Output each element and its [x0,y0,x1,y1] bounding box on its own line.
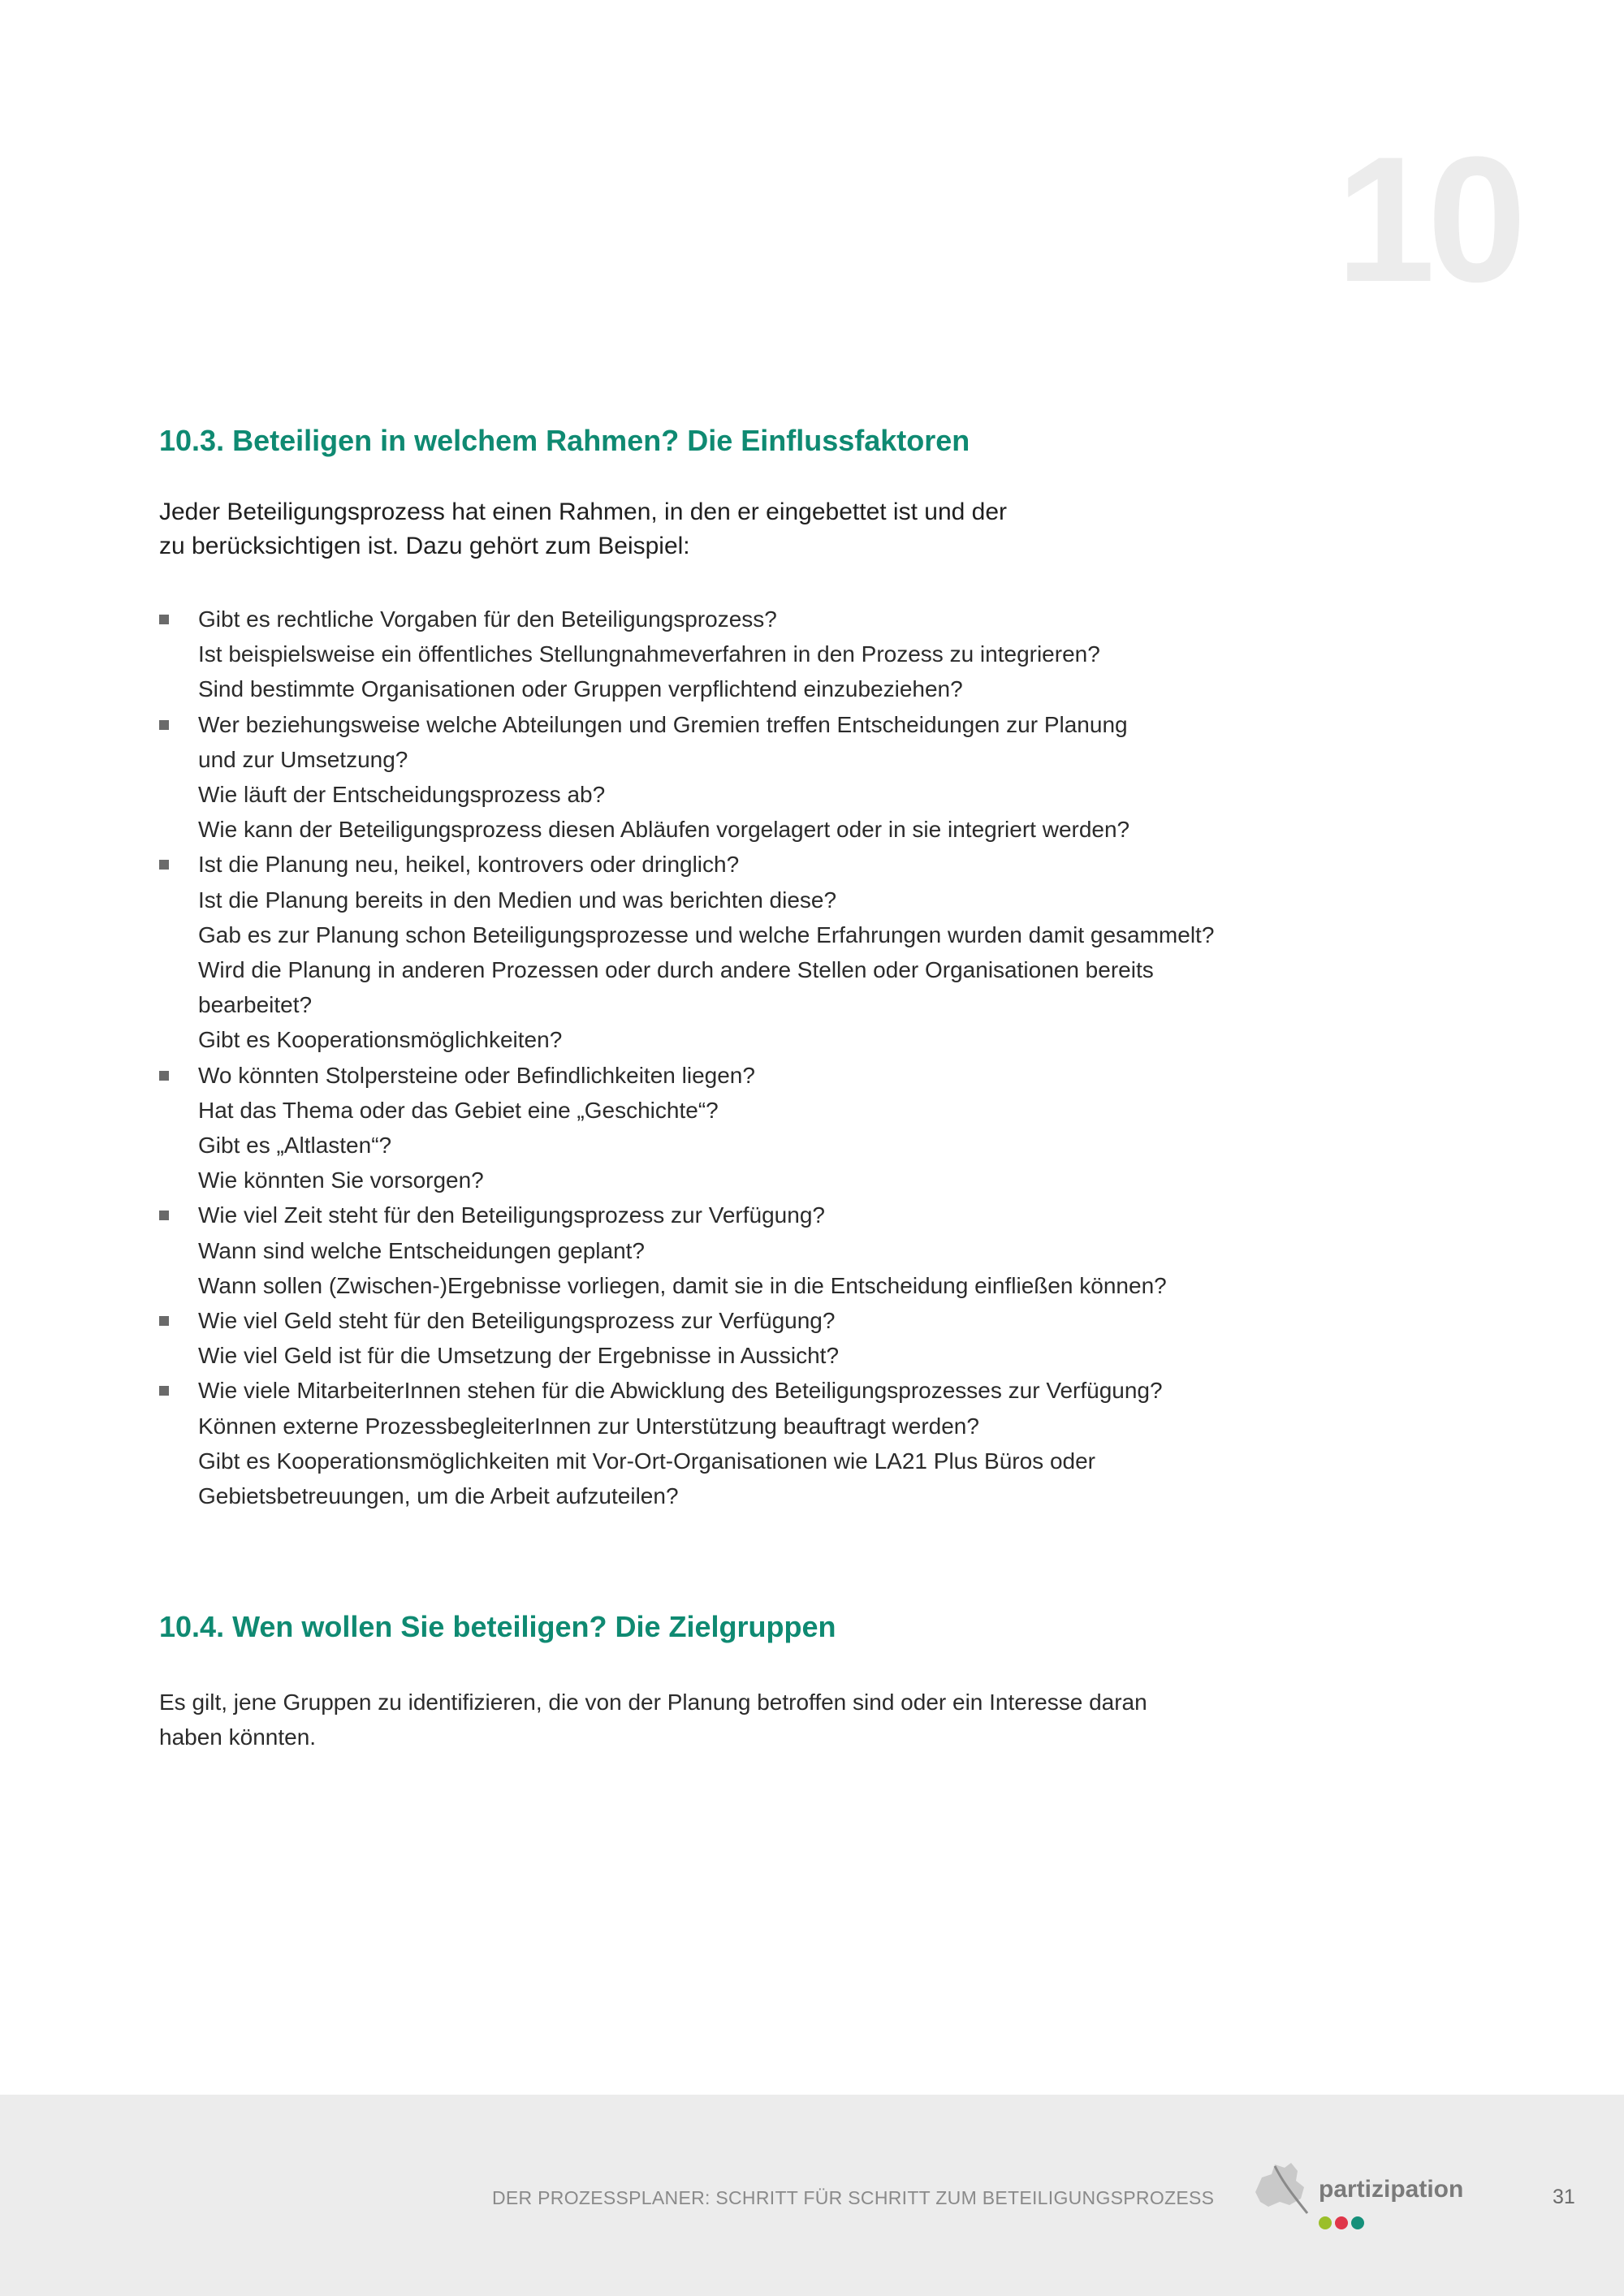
list-item-line: Gibt es rechtliche Vorgaben für den Beteiligungsprozess? [198,606,777,632]
list-item-line: Sind bestimmte Organisationen oder Gruppen verpflichtend einzubeziehen? [198,676,963,702]
page-footer [0,2095,1624,2296]
page-number: 31 [1553,2186,1575,2208]
section-heading-10-4: 10.4. Wen wollen Sie beteiligen? Die Zielgruppen [159,1610,836,1643]
list-item-line: Gebietsbetreuungen, um die Arbeit aufzuteilen? [198,1483,679,1509]
list-item-line: bearbeitet? [198,992,313,1018]
logo-dot-red [1335,2216,1348,2229]
list-item-line: Gibt es „Altlasten“? [198,1133,392,1159]
list-item-line: Wie viel Geld ist für die Umsetzung der Ergebnisse in Aussicht? [198,1343,840,1369]
list-item-line: Wer beziehungsweise welche Abteilungen und Gremien treffen Entscheidungen zur Planung [198,711,1128,737]
list-item-line: Wie viel Zeit steht für den Beteiligungsprozess zur Verfügung? [198,1202,825,1228]
list-item-line: Ist die Planung neu, heikel, kontrovers oder dringlich? [198,852,740,878]
target-groups-paragraph [159,1685,1199,1754]
list-item-line: Wie könnten Sie vorsorgen? [198,1167,484,1193]
logo-dot-teal [1351,2216,1364,2229]
influence-factors-list [159,602,1215,1513]
bullet-square-icon [159,1316,169,1326]
list-item-line: Gab es zur Planung schon Beteiligungsprozesse und welche Erfahrungen wurden damit gesammelt? [198,921,1215,947]
paragraph-line: Es gilt, jene Gruppen zu identifizieren, die von der Planung betroffen sind oder ein Interesse daran [159,1690,1147,1715]
list-item-line: Ist beispielsweise ein öffentliches Stellungnahmeverfahren in den Prozess zu integrieren? [198,641,1100,667]
list-item-line: und zur Umsetzung? [198,746,408,772]
bullet-square-icon [159,720,169,730]
list-item-line: Wird die Planung in anderen Prozessen oder durch andere Stellen oder Organisationen bereits [198,957,1154,983]
intro-paragraph [159,495,1199,563]
logo-dot-green [1319,2216,1332,2229]
section-heading-10-3: 10.3. Beteiligen in welchem Rahmen? Die Einflussfaktoren [159,424,970,457]
intro-line: Jeder Beteiligungsprozess hat einen Rahmen, in den er eingebettet ist und der [159,498,1008,525]
list-item [159,707,1199,848]
list-item-line: Gibt es Kooperationsmöglichkeiten? [198,1027,563,1053]
bullet-square-icon [159,615,169,624]
list-item-line: Wo könnten Stolpersteine oder Befindlichkeiten liegen? [198,1062,755,1088]
list-item [159,602,1199,707]
bullet-square-icon [159,1386,169,1396]
intro-line: zu berücksichtigen ist. Dazu gehört zum Beispiel: [159,533,690,559]
bullet-square-icon [159,1071,169,1081]
running-title: DER PROZESSPLANER: SCHRITT FÜR SCHRITT ZUM BETEILIGUNGSPROZESS [492,2187,1215,2208]
logo-wordmark: partizipation [1319,2176,1464,2203]
partizipation-logo [1250,2160,1470,2241]
bullet-square-icon [159,860,169,870]
list-item [159,1303,1199,1373]
list-item-line: Wie kann der Beteiligungsprozess diesen Abläufen vorgelagert oder in sie integriert werden? [198,817,1130,843]
list-item-line: Wie viel Geld steht für den Beteiligungsprozess zur Verfügung? [198,1308,836,1334]
list-item [159,1198,1199,1303]
chapter-number: 10 [1336,119,1518,319]
list-item [159,1373,1199,1513]
list-item-line: Hat das Thema oder das Gebiet eine „Geschichte“? [198,1097,719,1123]
list-item-line: Können externe ProzessbegleiterInnen zur Unterstützung beauftragt werden? [198,1413,979,1439]
list-item-line: Wie läuft der Entscheidungsprozess ab? [198,782,606,808]
list-item [159,847,1215,1057]
list-item-line: Gibt es Kooperationsmöglichkeiten mit Vor-Ort-Organisationen wie LA21 Plus Büros oder [198,1448,1095,1474]
list-item-line: Wann sollen (Zwischen-)Ergebnisse vorliegen, damit sie in die Entscheidung einfließen können? [198,1272,1167,1298]
list-item-line: Wie viele MitarbeiterInnen stehen für die Abwicklung des Beteiligungsprozesses zur Verfügung? [198,1378,1163,1404]
vienna-map-icon [1250,2160,1315,2216]
bullet-square-icon [159,1211,169,1220]
list-item-line: Wann sind welche Entscheidungen geplant? [198,1237,646,1263]
list-item [159,1058,1199,1198]
paragraph-line: haben könnten. [159,1724,317,1750]
list-item-line: Ist die Planung bereits in den Medien und was berichten diese? [198,887,837,913]
